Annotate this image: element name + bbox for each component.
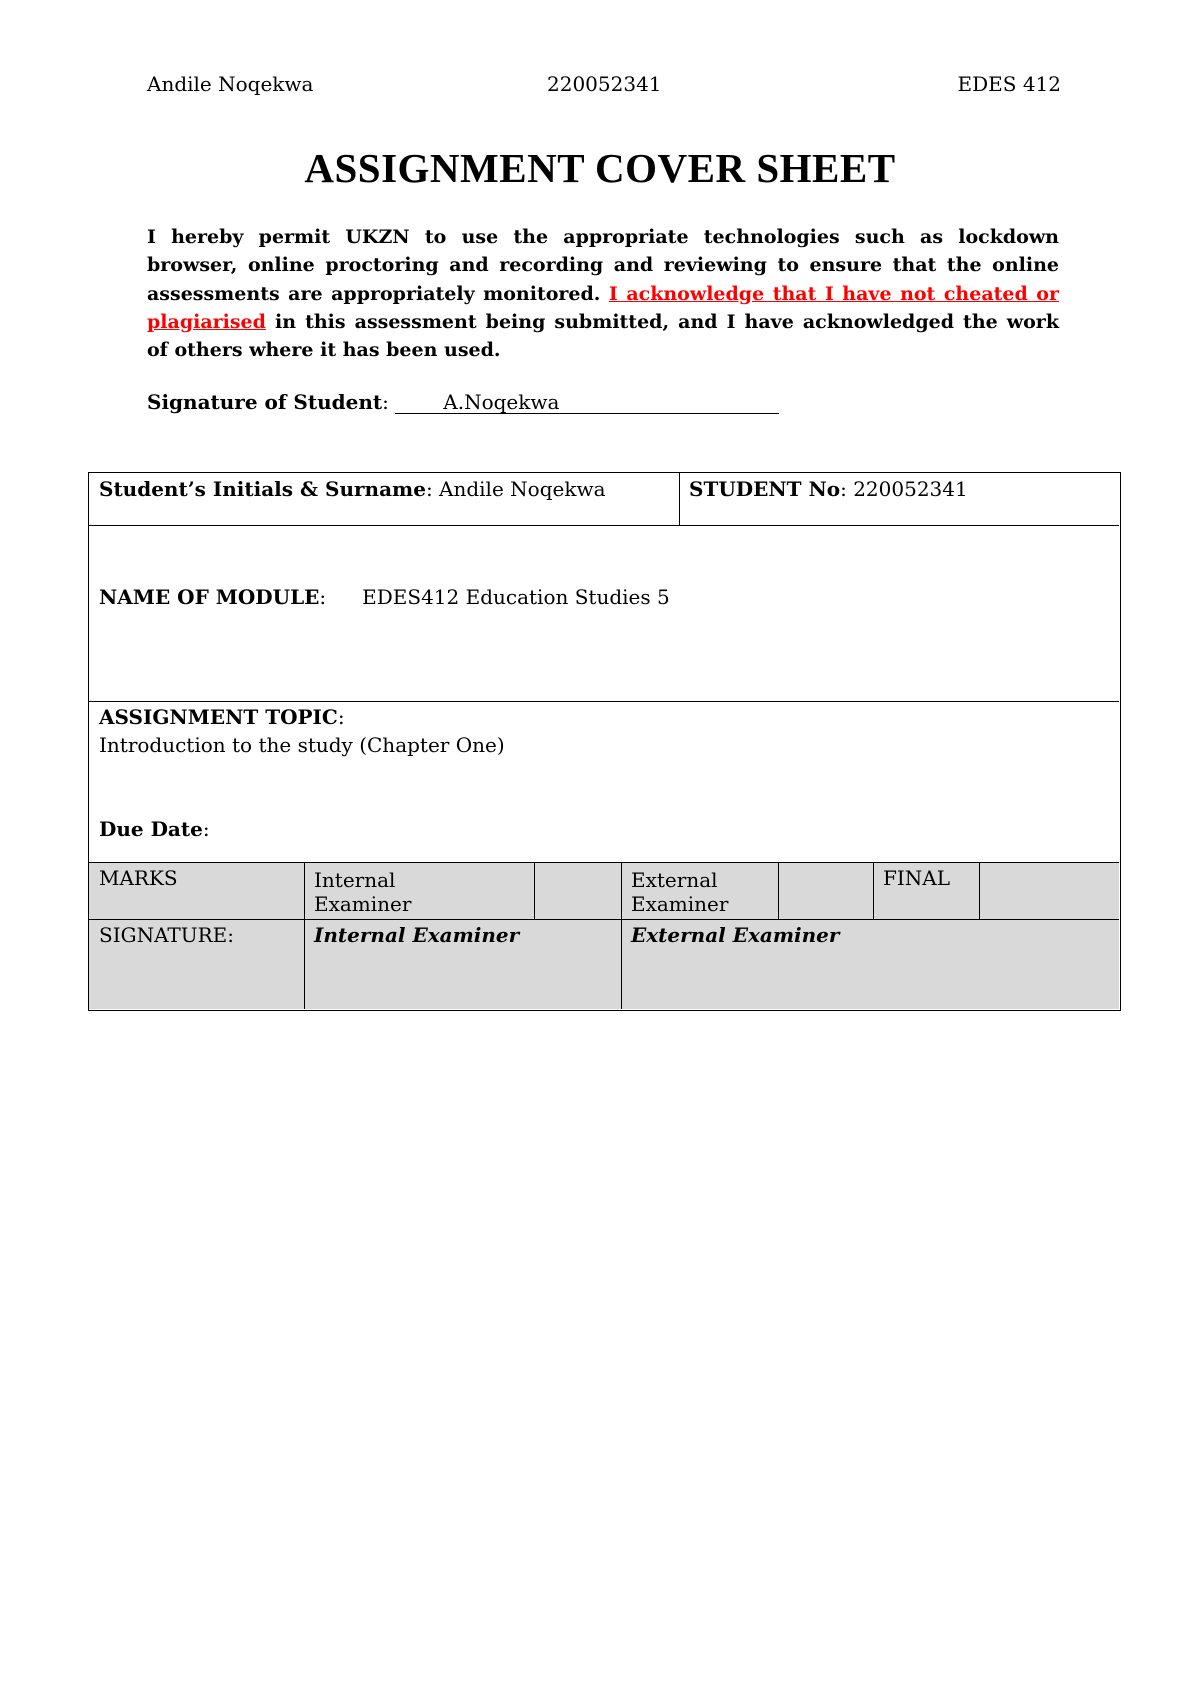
page-header [147,72,1061,100]
declaration-acknowledgement: I acknowledge that I have not cheated or plagiarised [147,282,1059,333]
final-label: FINAL [883,866,951,890]
declaration-paragraph [147,223,1059,364]
student-number-cell [679,473,1119,505]
external-examiner-marks-label-cell [621,862,778,922]
cover-sheet-table [88,472,1121,1011]
topic-value: Introduction to the study (Chapter One) [99,733,505,757]
page-title: ASSIGNMENT COVER SHEET [304,145,896,191]
student-signature-line [147,390,779,414]
internal-examiner-marks-label-cell [304,862,534,922]
module-cell [89,581,1119,613]
declaration-text-before: I hereby permit UKZN to use the appropriate technologies such as lockdown browser, online proctoring and recording and reviewing to ensure that the online assessments are appropriately monitored. [147,226,1059,305]
external-examiner-line2: Examiner [631,892,729,916]
signature-value: A.Noqekwa [443,390,560,414]
column-divider [979,862,980,919]
examiner-signature-label: SIGNATURE: [99,923,235,947]
column-divider [534,862,535,919]
internal-examiner-signature: Internal Examiner [314,923,520,947]
external-examiner-signature-cell [621,919,1119,951]
due-date-colon: : [202,817,210,841]
final-label-cell [873,862,979,894]
declaration-text-after: in this assessment being submitted, and I have acknowledged the work of others where it has been used. [147,310,1059,362]
student-number-label: STUDENT No [689,477,841,501]
student-name-label: Student’s Initials & Surname [99,477,426,501]
column-divider [778,862,779,919]
internal-examiner-signature-cell [304,919,621,951]
external-examiner-signature: External Examiner [631,923,840,947]
header-student-name: Andile Noqekwa [147,72,314,96]
topic-value-cell [89,729,1119,761]
internal-examiner-line1: Internal [314,868,396,892]
signature-blank-after [559,391,779,414]
module-value: EDES412 Education Studies 5 [362,585,670,609]
student-name-cell [89,473,679,505]
marks-label-cell [89,862,304,894]
external-examiner-line1: External [631,868,718,892]
topic-colon: : [337,705,345,729]
due-date-label: Due Date [99,817,203,841]
signature-label: Signature of Student [147,390,383,414]
module-label: NAME OF MODULE [99,585,320,609]
marks-label: MARKS [99,866,178,890]
signature-colon: : [382,390,396,414]
student-number-value: : 220052341 [840,477,968,501]
student-name-value: : Andile Noqekwa [425,477,606,501]
module-colon: : [319,585,327,609]
signature-blank-before [395,391,443,414]
row-divider [89,525,1119,526]
header-module-code: EDES 412 [957,72,1061,96]
due-date-cell [89,813,1119,845]
header-student-number: 220052341 [547,72,662,96]
internal-examiner-line2: Examiner [314,892,412,916]
signature-label-cell [89,919,304,951]
topic-label: ASSIGNMENT TOPIC [99,705,338,729]
